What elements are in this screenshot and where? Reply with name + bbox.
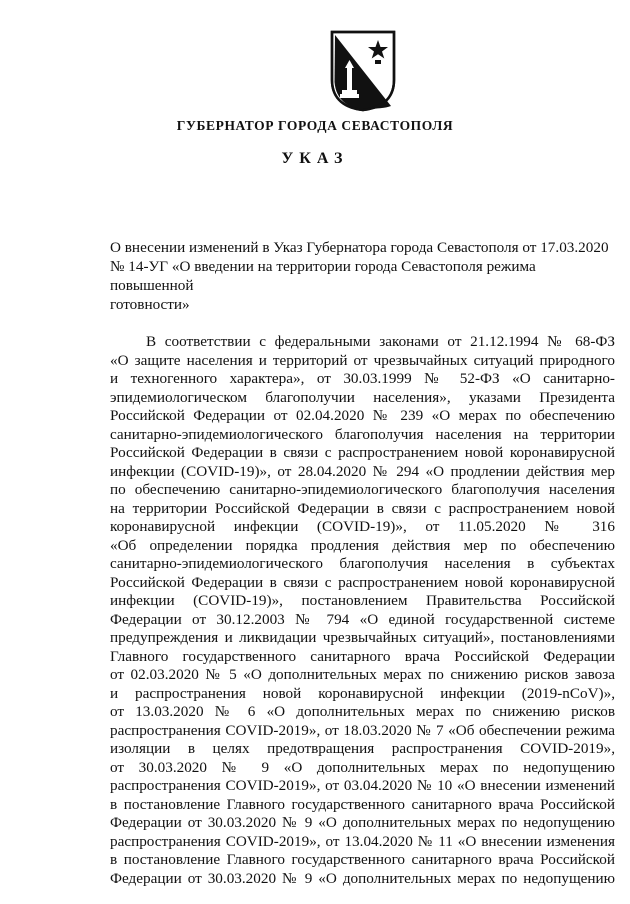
body-line: коронавирусной инфекции (COVID-19)», от 11.05.2020 № 316 (110, 518, 615, 535)
body-line: в постановление Главного государственного санитарного врача Российской (110, 851, 615, 868)
body-line: и техногенного характера», от 30.03.1999 № 52-ФЗ «О санитарно- (110, 370, 615, 387)
body-line: Российской Федерации в связи с распространением новой коронавирусной (110, 444, 615, 461)
body-line: распространения COVID-2019», от 18.03.2020 № 7 «Об обеспечении режима (110, 721, 615, 739)
body-line: В соответствии с федеральными законами от 21.12.1994 № 68-ФЗ (146, 333, 615, 350)
body-line: «Об определении порядка продления действия мер по обеспечению (110, 536, 615, 554)
body-line: инфекции (COVID-19)», постановлением Правительства Российской (110, 592, 615, 609)
subject-line: № 14-УГ «О введении на территории города Севастополя режима повышенной (110, 258, 536, 294)
body-line: предупреждения и ликвидации чрезвычайных ситуаций», постановлениями (110, 629, 615, 646)
body-line: Федерации от 30.12.2003 № 794 «О единой государственной системе (110, 610, 615, 628)
body-line: от 02.03.2020 № 5 «О дополнительных мерах по снижению рисков завоза (110, 666, 615, 683)
body-line: по обеспечению санитарно-эпидемиологического благополучия населения (110, 481, 615, 498)
body-line: изоляции в целях предотвращения распространения COVID-2019», (110, 740, 615, 757)
issuer-title: ГУБЕРНАТОР ГОРОДА СЕВАСТОПОЛЯ (176, 118, 454, 133)
body-line: Федерации от 30.03.2020 № 9 «О дополнительных мерах по недопущению (110, 869, 615, 887)
body-line: распространения COVID-2019», от 03.04.2020 № 10 «О внесении изменений (110, 777, 615, 794)
body-line: санитарно-эпидемиологического благополучия населения в субъектах (110, 555, 615, 572)
body-line: инфекции (COVID-19)», от 28.04.2020 № 294 «О продлении действия мер (110, 462, 615, 480)
body-line: Российской Федерации от 02.04.2020 № 239 «О мерах по обеспечению (110, 407, 615, 424)
sevastopol-coat-of-arms-icon (330, 30, 396, 112)
decree-subject (110, 238, 615, 314)
body-line: и распространения новой коронавирусной инфекции (2019-nCoV)», (110, 684, 615, 702)
document-type-title: УКАЗ (281, 150, 349, 167)
body-line: распространения COVID-2019», от 13.04.2020 № 11 «О внесении изменения (110, 832, 615, 850)
body-line: «О защите населения и территорий от чрезвычайных ситуаций природного (110, 351, 615, 369)
body-line: от 13.03.2020 № 6 «О дополнительных мерах по снижению рисков (110, 703, 615, 720)
body-line: Российской Федерации в связи с распространением новой коронавирусной (110, 573, 615, 591)
subject-line: готовности» (110, 296, 190, 313)
decree-body (110, 333, 615, 888)
body-line: эпидемиологическом благополучии населения», указами Президента (110, 388, 615, 406)
body-line: Федерации от 30.03.2020 № 9 «О дополнительных мерах по недопущению (110, 814, 615, 831)
subject-line: О внесении изменений в Указ Губернатора города Севастополя от 17.03.2020 (110, 239, 609, 256)
body-line: Главного государственного санитарного врача Российской Федерации (110, 647, 615, 665)
body-line: санитарно-эпидемиологического благополучия населения на территории (110, 425, 615, 443)
body-line: в постановление Главного государственного санитарного врача Российской (110, 795, 615, 813)
body-line: на территории Российской Федерации в связи с распространением новой (110, 499, 615, 517)
body-line: от 30.03.2020 № 9 «О дополнительных мерах по недопущению (110, 758, 615, 776)
